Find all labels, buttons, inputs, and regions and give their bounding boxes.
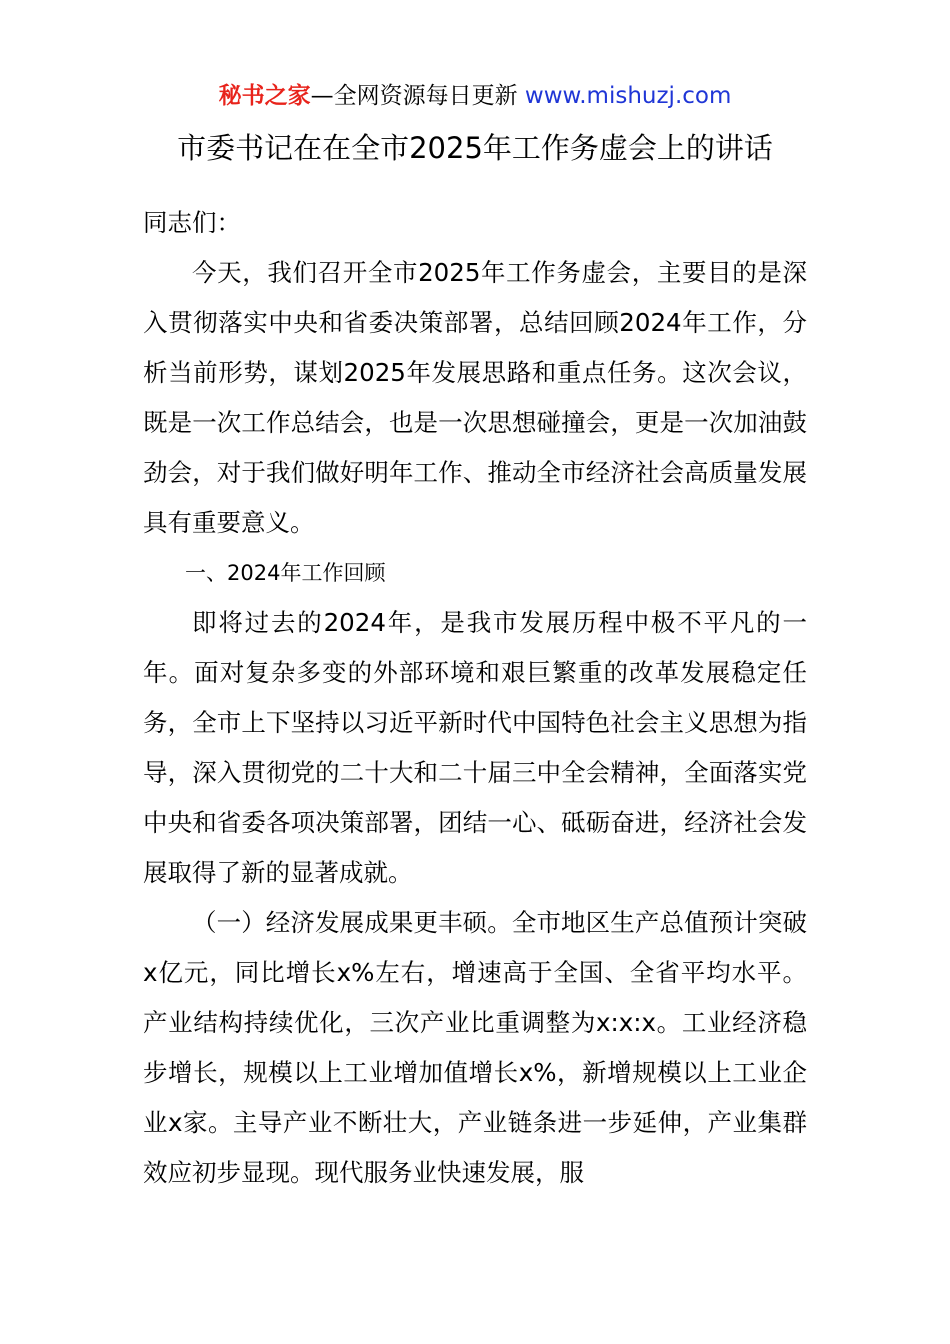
site-header <box>0 80 950 112</box>
section-heading: 一、2024年工作回顾 <box>185 561 386 585</box>
section-paragraph: 即将过去的2024年，是我市发展历程中极不平凡的一年。面对复杂多变的外部环境和艰巨繁重的改革发展稳定任务，全市上下坚持以习近平新时代中国特色社会主义思想为指导，深入贯彻党的二十大和二十届三中全会精神，全面落实党中央和省委各项决策部署，团结一心、砥砺奋进，经济社会发展取得了新的显著成就。 <box>143 608 807 887</box>
section-paragraph: （一）经济发展成果更丰硕。全市地区生产总值预计突破x亿元，同比增长x%左右，增速高于全国、全省平均水平。产业结构持续优化，三次产业比重调整为x:x:x。工业经济稳步增长，规模以上工业增加值增长x%，新增规模以上工业企业x家。主导产业不断壮大，产业链条进一步延伸，产业集群效应初步显现。现代服务业快速发展，服 <box>143 908 807 1187</box>
brand-name: 秘书之家 <box>218 83 311 109</box>
document-body <box>143 198 807 1198</box>
document-title: 市委书记在在全市2025年工作务虚会上的讲话 <box>177 131 773 165</box>
header-slogan: —全网资源每日更新 <box>310 83 518 109</box>
intro-paragraph: 今天，我们召开全市2025年工作务虚会，主要目的是深入贯彻落实中央和省委决策部署，总结回顾2024年工作，分析当前形势，谋划2025年发展思路和重点任务。这次会议，既是一次工作总结会，也是一次思想碰撞会，更是一次加油鼓劲会，对于我们做好明年工作、推动全市经济社会高质量发展具有重要意义。 <box>143 258 807 537</box>
salutation: 同志们： <box>143 208 241 237</box>
site-url: www.mishuzj.com <box>524 83 732 109</box>
